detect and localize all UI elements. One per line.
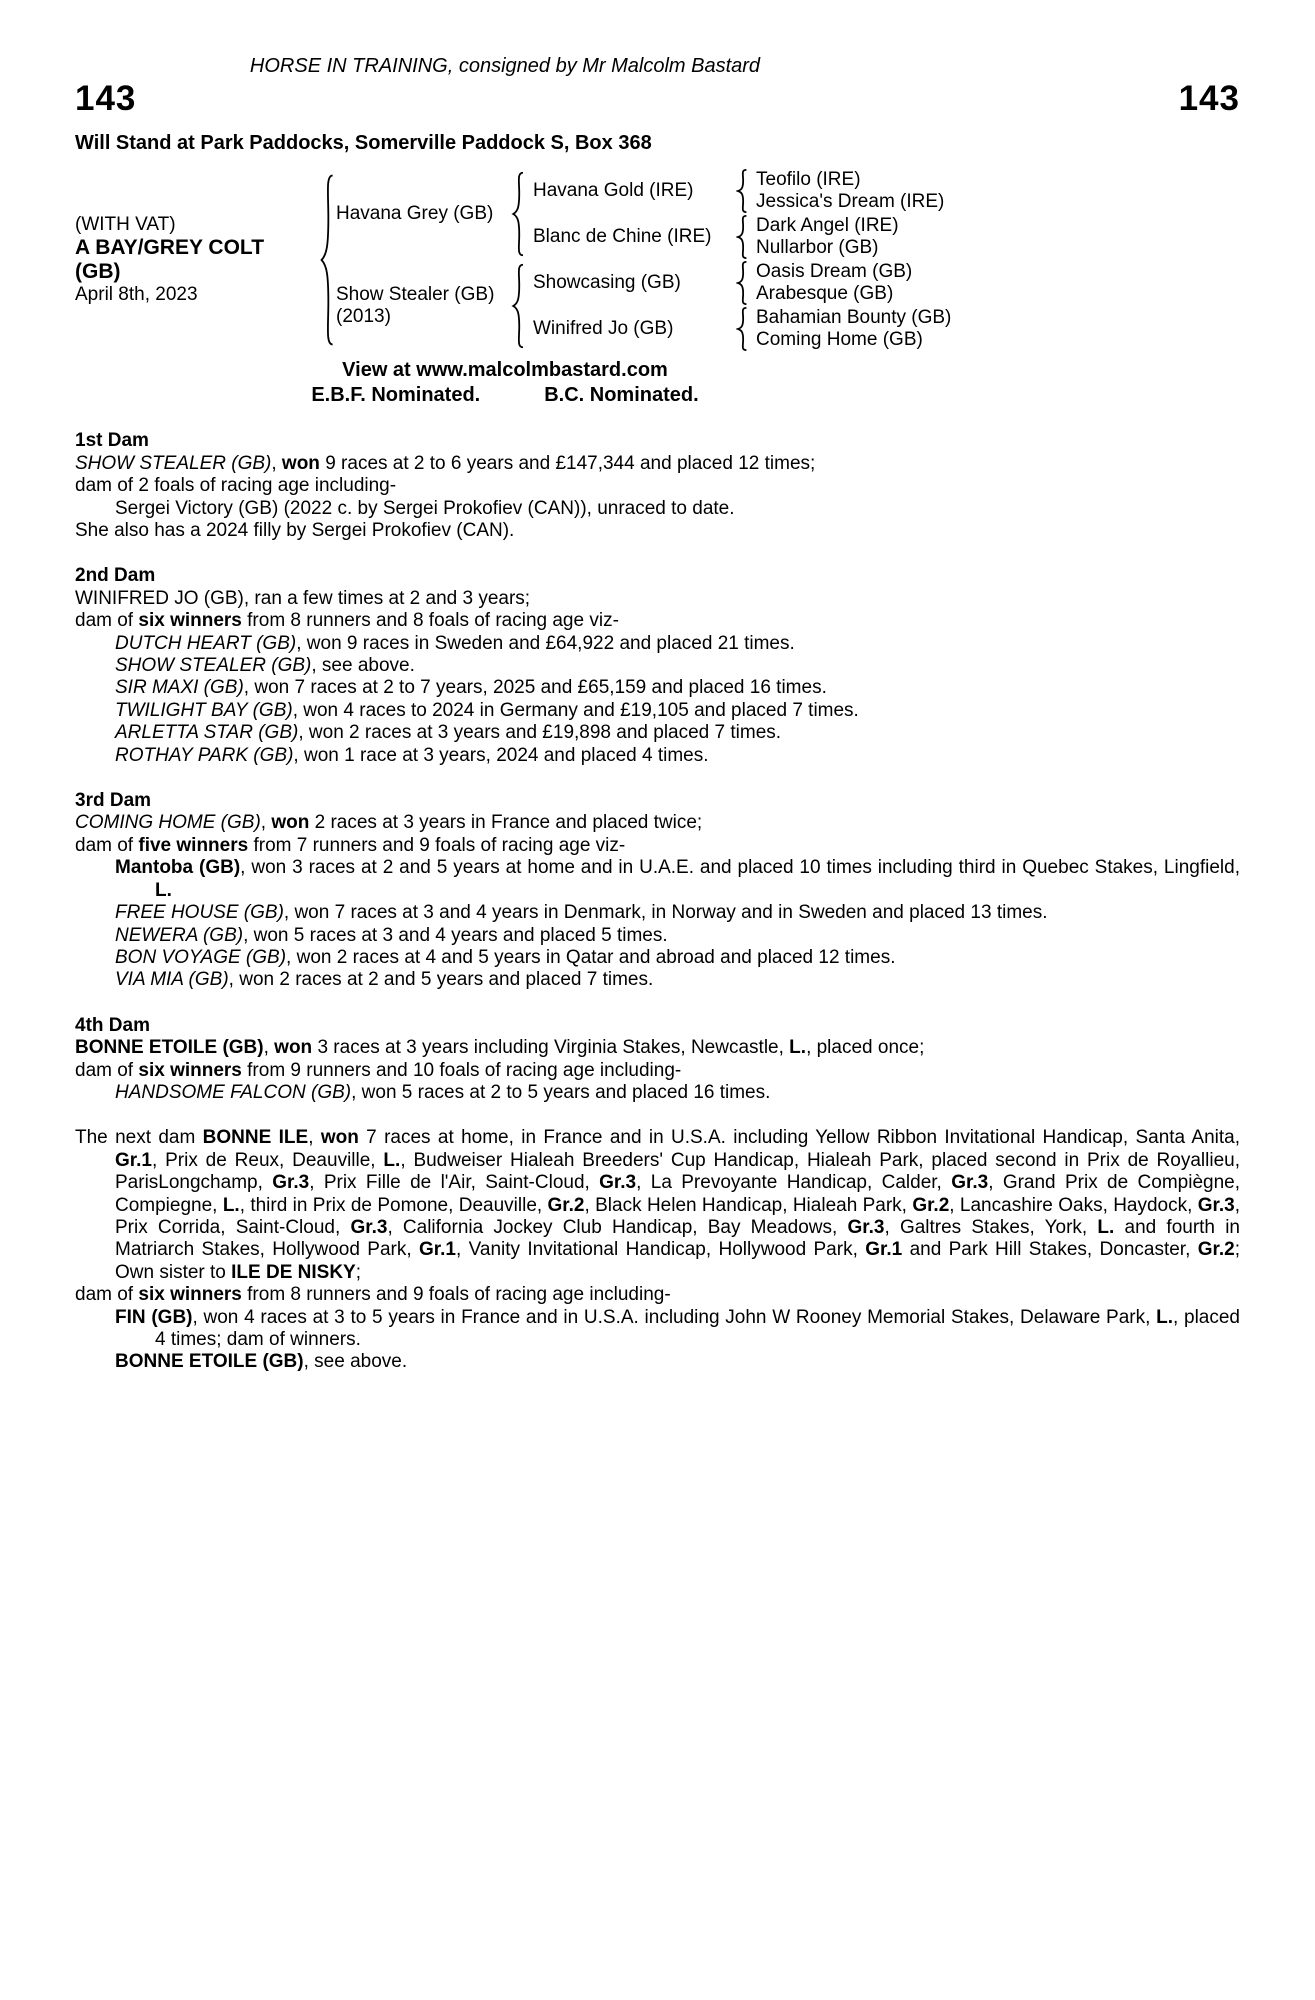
text-segment: five winners <box>138 834 249 856</box>
dam-grandparents <box>533 261 951 351</box>
text-segment: Gr.3 <box>951 1172 989 1194</box>
catalogue-paragraph <box>75 947 1240 969</box>
text-segment: BONNE ILE <box>202 1127 309 1149</box>
brace-icon <box>736 261 749 305</box>
dam-dam-branch <box>533 307 951 351</box>
catalogue-paragraph <box>75 588 1240 610</box>
catalogue-paragraph <box>75 475 1240 497</box>
text-segment: , La Prevoyante Handicap, Calder, <box>636 1172 952 1194</box>
text-segment: , Grand Prix de Compiègne, Compiegne, <box>115 1172 1240 1216</box>
catalogue-paragraph <box>75 790 1240 812</box>
ancestor-name: Jessica's Dream (IRE) <box>756 191 945 213</box>
sire-branch <box>336 169 951 259</box>
catalogue-paragraph <box>75 722 1240 744</box>
text-segment: FREE HOUSE (GB) <box>115 902 284 924</box>
text-segment: FIN (GB) <box>115 1306 193 1328</box>
text-segment: , won 5 races at 3 and 4 years and placed 5 times. <box>243 924 668 946</box>
text-segment: DUTCH HEART (GB) <box>115 632 297 654</box>
ancestor-name: Arabesque (GB) <box>756 283 894 305</box>
text-segment: and fourth in Matriarch Stakes, Hollywood Park, <box>115 1216 1240 1261</box>
dam-name-line: Show Stealer (GB) <box>336 284 495 306</box>
text-segment: , Budweiser Hialeah Breeders' Cup Handicap, Hialeah Park, placed second in Prix de Royallieu, ParisLongchamp, <box>115 1149 1240 1194</box>
brace-icon <box>511 171 526 257</box>
text-segment: HANDSOME FALCON (GB) <box>115 1081 352 1103</box>
text-segment: from 8 runners and 9 foals of racing age including- <box>241 1284 671 1306</box>
text-segment: won <box>281 452 320 474</box>
text-segment: , Galtres Stakes, York, <box>884 1216 1098 1238</box>
text-segment: L. <box>1156 1306 1173 1328</box>
catalogue-paragraph <box>75 857 1240 902</box>
text-segment: NEWERA (GB) <box>115 924 244 946</box>
text-segment: SIR MAXI (GB) <box>115 677 244 699</box>
pedigree-body-text <box>75 430 1240 1373</box>
text-segment: L. <box>1097 1216 1115 1238</box>
ancestor-name: Nullarbor (GB) <box>756 237 879 259</box>
consignor-line: HORSE IN TRAINING, consigned by Mr Malcolm Bastard <box>249 55 761 77</box>
catalogue-paragraph <box>75 1351 1240 1373</box>
foal-date: April 8th, 2023 <box>75 284 198 306</box>
text-segment: , won 4 races at 3 to 5 years in France and in U.S.A. including John W Rooney Memorial Stakes, Delaware Park, <box>192 1306 1157 1328</box>
text-segment: , see above. <box>303 1351 408 1373</box>
text-segment: , <box>263 1037 275 1059</box>
text-segment: , placed once; <box>806 1037 925 1059</box>
ebf-nominated-label: E.B.F. Nominated. <box>311 383 481 406</box>
text-segment: 7 races at home, in France and in U.S.A. including Yellow Ribbon Invitational Handicap, Santa Anita, <box>358 1127 1240 1149</box>
text-segment: 3 races at 3 years including Virginia Stakes, Newcastle, <box>312 1037 790 1059</box>
text-segment: Gr.3 <box>350 1216 388 1238</box>
catalogue-paragraph <box>75 520 1240 542</box>
text-segment: Gr.3 <box>599 1172 637 1194</box>
sire-grandparents <box>533 169 944 259</box>
text-segment: , Black Helen Handicap, Hialeah Park, <box>584 1194 913 1216</box>
text-segment: , won 7 races at 2 to 7 years, 2025 and £65,159 and placed 16 times. <box>243 677 827 699</box>
text-segment: from 9 runners and 10 foals of racing age including- <box>241 1059 682 1081</box>
text-segment: Gr.2 <box>1197 1239 1235 1261</box>
text-segment: won <box>320 1127 359 1149</box>
brace-icon <box>319 172 336 348</box>
text-segment: won <box>274 1037 313 1059</box>
pedigree-table <box>75 169 1240 351</box>
text-segment: WINIFRED JO (GB), ran a few times at 2 and 3 years; <box>75 587 531 609</box>
text-segment: ILE DE NISKY <box>231 1261 356 1283</box>
text-segment: L. <box>155 879 172 901</box>
text-segment: Gr.2 <box>912 1194 950 1216</box>
text-segment: Gr.3 <box>1197 1194 1235 1216</box>
text-segment: L. <box>383 1149 401 1171</box>
sire-name: Havana Grey (GB) <box>336 203 494 225</box>
text-segment: dam of <box>75 834 139 856</box>
catalogue-paragraph <box>75 430 1240 452</box>
ancestor-name: Coming Home (GB) <box>756 329 923 351</box>
parents-column <box>336 169 951 351</box>
text-segment: , California Jockey Club Handicap, Bay Meadows, <box>387 1216 848 1238</box>
catalogue-paragraph <box>75 677 1240 699</box>
nomination-row <box>75 384 935 408</box>
text-segment: , Lancashire Oaks, Haydock, <box>949 1194 1198 1216</box>
lot-number-left: 143 <box>75 78 137 118</box>
text-segment: , Prix Corrida, Saint-Cloud, <box>115 1194 1241 1238</box>
sire-dam-branch <box>533 215 944 259</box>
dam-year: (2013) <box>336 306 391 328</box>
text-segment: ; Own sister to <box>115 1239 1240 1283</box>
text-segment: Gr.1 <box>419 1239 456 1261</box>
catalogue-paragraph <box>75 1060 1240 1082</box>
sire-dam-name: Blanc de Chine (IRE) <box>533 225 712 247</box>
subject-name-line2: (GB) <box>75 260 121 284</box>
catalogue-paragraph <box>75 745 1240 767</box>
text-segment: , won 1 race at 3 years, 2024 and placed 4 times. <box>293 744 709 766</box>
text-segment: The next dam <box>75 1127 203 1149</box>
ancestor-name: Oasis Dream (GB) <box>756 261 913 283</box>
catalogue-paragraph <box>75 498 1240 520</box>
ancestor-name: Bahamian Bounty (GB) <box>756 307 952 329</box>
catalogue-paragraph <box>75 633 1240 655</box>
catalogue-paragraph <box>75 969 1240 991</box>
dam-sire-name: Showcasing (GB) <box>533 271 681 293</box>
text-segment: , won 4 races to 2024 in Germany and £19,105 and placed 7 times. <box>292 699 859 721</box>
text-segment: dam of 2 foals of racing age including- <box>75 475 397 497</box>
text-segment: , <box>308 1127 321 1149</box>
text-segment: , see above. <box>311 655 415 677</box>
text-segment: SHOW STEALER (GB) <box>75 452 272 474</box>
text-segment: six winners <box>138 1059 242 1081</box>
text-segment: , third in Prix de Pomone, Deauville, <box>239 1194 548 1216</box>
catalogue-paragraph <box>75 925 1240 947</box>
text-segment: BONNE ETOILE (GB) <box>75 1037 264 1059</box>
text-segment: SHOW STEALER (GB) <box>115 655 312 677</box>
stand-location-line: Will Stand at Park Paddocks, Somerville Paddock S, Box 368 <box>75 131 652 154</box>
vat-note: (WITH VAT) <box>75 213 176 235</box>
text-segment: BONNE ETOILE (GB) <box>115 1351 304 1373</box>
text-segment: dam of <box>75 1284 139 1306</box>
text-segment: , placed 4 times; dam of winners. <box>155 1306 1241 1350</box>
text-segment: ARLETTA STAR (GB) <box>115 722 299 744</box>
text-segment: TWILIGHT BAY (GB) <box>115 699 293 721</box>
text-segment: 1st Dam <box>75 430 149 452</box>
text-segment: , won 2 races at 3 years and £19,898 and placed 7 times. <box>298 722 782 744</box>
nomination-notices <box>75 359 935 407</box>
text-segment: ROTHAY PARK (GB) <box>115 744 294 766</box>
text-segment: won <box>271 812 310 834</box>
dam-sire-branch <box>533 261 951 305</box>
text-segment: and Park Hill Stakes, Doncaster, <box>902 1239 1198 1261</box>
text-segment: 3rd Dam <box>75 790 152 812</box>
text-segment: from 8 runners and 8 foals of racing age viz- <box>241 610 619 632</box>
great-grandparents-pair <box>756 169 944 213</box>
text-segment: , Prix de Reux, Deauville, <box>151 1149 384 1171</box>
catalogue-paragraph <box>75 1082 1240 1104</box>
great-grandparents-pair <box>756 215 899 259</box>
text-segment: 2 races at 3 years in France and placed twice; <box>309 812 703 834</box>
brace-icon <box>511 263 526 349</box>
text-segment: Sergei Victory (GB) (2022 c. by Sergei Prokofiev (CAN)), unraced to date. <box>115 497 735 519</box>
text-segment: , won 2 races at 2 and 5 years and placed 7 times. <box>228 969 654 991</box>
view-at-line: View at www.malcolmbastard.com <box>342 359 668 382</box>
consignor-block <box>75 55 935 79</box>
catalogue-paragraph <box>75 610 1240 632</box>
text-segment: Mantoba (GB) <box>115 857 241 879</box>
ancestor-name: Teofilo (IRE) <box>756 169 861 191</box>
text-segment: dam of <box>75 610 139 632</box>
dam-branch <box>336 261 951 351</box>
text-segment: , <box>271 452 282 474</box>
text-segment: Gr.3 <box>847 1216 885 1238</box>
text-segment: , Prix Fille de l'Air, Saint-Cloud, <box>309 1172 600 1194</box>
great-grandparents-pair <box>756 307 951 351</box>
catalogue-paragraph <box>75 700 1240 722</box>
catalogue-paragraph <box>75 1284 1240 1306</box>
text-segment: ; <box>355 1261 362 1283</box>
text-segment: L. <box>789 1037 807 1059</box>
sire-sire-name: Havana Gold (IRE) <box>533 179 694 201</box>
text-segment: 2nd Dam <box>75 565 156 587</box>
text-segment: , won 7 races at 3 and 4 years in Denmark, in Norway and in Sweden and placed 13 times. <box>283 902 1048 924</box>
brace-icon <box>736 215 749 259</box>
text-segment: , won 2 races at 4 and 5 years in Qatar and abroad and placed 12 times. <box>286 946 896 968</box>
subject-details <box>75 214 319 307</box>
text-segment: from 7 runners and 9 foals of racing age viz- <box>248 834 626 856</box>
text-segment: dam of <box>75 1059 139 1081</box>
text-segment: 4th Dam <box>75 1014 150 1036</box>
text-segment: Gr.1 <box>865 1239 903 1261</box>
ancestor-name: Dark Angel (IRE) <box>756 215 899 237</box>
text-segment: Gr.1 <box>115 1149 152 1171</box>
catalogue-paragraph <box>75 1307 1240 1352</box>
text-segment: 9 races at 2 to 6 years and £147,344 and placed 12 times; <box>319 452 816 474</box>
text-segment: COMING HOME (GB) <box>75 812 261 834</box>
bc-nominated-label: B.C. Nominated. <box>544 383 699 406</box>
catalogue-paragraph <box>75 1015 1240 1037</box>
dam-dam-name: Winifred Jo (GB) <box>533 317 674 339</box>
text-segment: BON VOYAGE (GB) <box>115 946 287 968</box>
catalogue-paragraph <box>75 453 1240 475</box>
catalogue-paragraph <box>75 902 1240 924</box>
great-grandparents-pair <box>756 261 912 305</box>
sire-sire-branch <box>533 169 944 213</box>
text-segment: Gr.3 <box>272 1172 310 1194</box>
text-segment: She also has a 2024 filly by Sergei Prokofiev (CAN). <box>75 520 515 541</box>
text-segment: VIA MIA (GB) <box>115 969 229 991</box>
catalogue-paragraph <box>75 1037 1240 1059</box>
text-segment: , Vanity Invitational Handicap, Hollywood Park, <box>455 1239 866 1261</box>
catalogue-paragraph <box>75 565 1240 587</box>
text-segment: six winners <box>138 610 242 632</box>
catalogue-paragraph <box>75 655 1240 677</box>
dam-name <box>336 284 504 328</box>
brace-icon <box>736 307 749 351</box>
catalogue-paragraph <box>75 812 1240 834</box>
catalogue-paragraph <box>75 835 1240 857</box>
text-segment: Gr.2 <box>547 1194 585 1216</box>
lot-number-right: 143 <box>1178 78 1240 118</box>
lot-number-row <box>75 78 1240 118</box>
text-segment: , won 3 races at 2 and 5 years at home and in U.A.E. and placed 10 times including third in Quebec Stakes, Lingfield, <box>240 857 1240 879</box>
text-segment: , won 9 races in Sweden and £64,922 and placed 21 times. <box>296 632 795 654</box>
subject-name-line1: A BAY/GREY COLT <box>75 236 265 260</box>
brace-icon <box>736 169 749 213</box>
text-segment: L. <box>222 1194 240 1216</box>
text-segment: , won 5 races at 2 to 5 years and placed 16 times. <box>351 1081 771 1103</box>
catalogue-paragraph <box>75 1127 1240 1284</box>
text-segment: six winners <box>138 1284 242 1306</box>
text-segment: , <box>260 812 272 834</box>
